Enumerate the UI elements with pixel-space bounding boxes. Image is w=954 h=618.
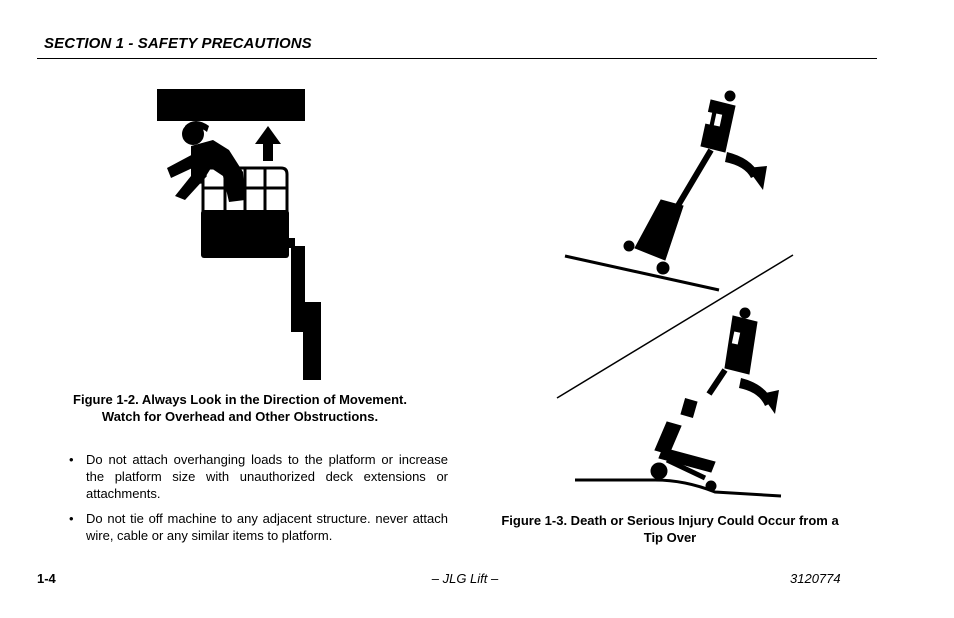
figure-1-2-overhead-obstruction-illustration: [155, 88, 335, 380]
platform-basket: [201, 210, 289, 258]
boom-structure: [285, 238, 321, 380]
figure-1-3-tip-over-illustration: [555, 88, 805, 504]
document-number: 3120774: [790, 571, 841, 586]
lower-tipping-machine: [651, 308, 757, 491]
bullet-text: Do not attach overhanging loads to the platform or increase the platform size with unauthorized deck extensions or attachments.: [86, 452, 448, 501]
diagonal-divider-line: [557, 255, 793, 398]
up-arrow-icon: [255, 126, 281, 161]
footer-title: – JLG Lift –: [431, 571, 499, 586]
bullet-item: [68, 451, 448, 502]
figure-1-3-caption: [470, 512, 870, 546]
section-title: SECTION 1 - SAFETY PRECAUTIONS: [44, 35, 312, 52]
lower-tip-arrow-icon: [739, 378, 779, 414]
safety-bullet-list: [68, 451, 448, 552]
upper-tipping-machine: [624, 91, 735, 274]
header-rule: [37, 58, 877, 59]
bullet-item: [68, 510, 448, 544]
bullet-marker: •: [69, 511, 74, 526]
figure-1-2-caption-line-2: Watch for Overhead and Other Obstructions.: [101, 409, 379, 424]
figure-1-3-caption-line-1: Figure 1-3. Death or Serious Injury Could Occur from a: [501, 513, 839, 528]
bullet-marker: •: [69, 452, 74, 467]
bullet-text: Do not tie off machine to any adjacent structure. never attach wire, cable or any similar items to platform.: [86, 511, 448, 543]
figure-1-3-caption-line-2: Tip Over: [643, 530, 697, 545]
upper-slope-ground: [565, 256, 719, 290]
page-number: 1-4: [37, 571, 56, 586]
upper-tip-arrow-icon: [725, 152, 767, 190]
overhead-obstruction-bar: [157, 89, 305, 121]
figure-1-2-caption: [40, 391, 440, 425]
figure-1-2-caption-line-1: Figure 1-2. Always Look in the Direction of Movement.: [73, 392, 407, 407]
operator-figure: [167, 121, 245, 202]
lower-ground-line: [575, 480, 781, 496]
platform-guardrail: [203, 168, 287, 212]
